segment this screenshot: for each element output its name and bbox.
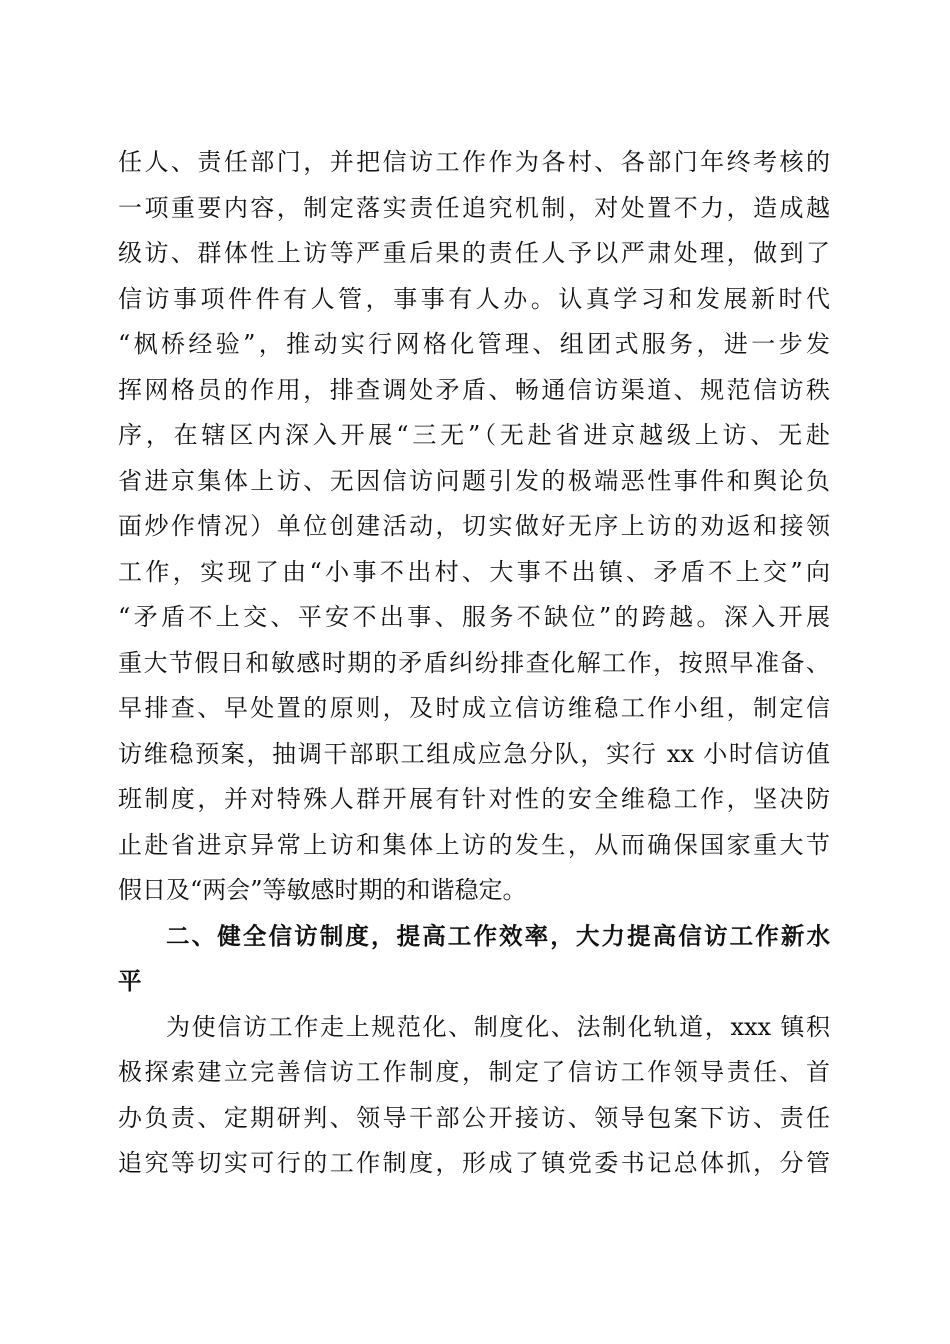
text-line: 早排查、早处置的原则，及时成立信访维稳工作小组，制定信 xyxy=(118,694,830,722)
heading-line: 平 xyxy=(118,967,142,995)
text-line: 极探索建立完善信访工作制度，制定了信访工作领导责任、首 xyxy=(118,1058,830,1086)
text-line: “枫桥经验”，推动实行网格化管理、组团式服务，进一步发 xyxy=(118,330,830,358)
document-body xyxy=(118,140,830,1187)
text-line: 访维稳预案，抽调干部职工组成应急分队，实行 xx 小时信访值 xyxy=(118,739,830,768)
text-line: 挥网格员的作用，排查调处矛盾、畅通信访渠道、规范信访秩 xyxy=(118,375,830,404)
text-line: 假日及“两会”等敏感时期的和谐稳定。 xyxy=(118,876,527,904)
text-line: 省进京集体上访、无因信访问题引发的极端恶性事件和舆论负 xyxy=(118,466,830,495)
paragraph xyxy=(118,140,830,914)
text-line: “矛盾不上交、平安不出事、服务不缺位”的跨越。深入开展 xyxy=(118,603,830,631)
text-line: 班制度，并对特殊人群开展有针对性的安全维稳工作，坚决防 xyxy=(118,785,830,813)
text-line: 办负责、定期研判、领导干部公开接访、领导包案下访、责任 xyxy=(118,1103,830,1132)
section-heading xyxy=(118,914,830,1005)
text-line: 序，在辖区内深入开展“三无”（无赴省进京越级上访、无赴 xyxy=(118,421,830,449)
text-line: 止赴省进京异常上访和集体上访的发生，从而确保国家重大节 xyxy=(118,830,830,859)
text-line: 工作，实现了由“小事不出村、大事不出镇、矛盾不上交”向 xyxy=(118,557,830,586)
text-line: 重大节假日和敏感时期的矛盾纠纷排查化解工作，按照早准备、 xyxy=(118,648,830,677)
paragraph xyxy=(118,1005,830,1187)
text-line: 信访事项件件有人管，事事有人办。认真学习和发展新时代 xyxy=(118,284,830,313)
text-line: 一项重要内容，制定落实责任追究机制，对处置不力，造成越 xyxy=(118,193,830,222)
text-line: 面炒作情况）单位创建活动，切实做好无序上访的劝返和接领 xyxy=(118,512,830,540)
text-line: 任人、责任部门，并把信访工作作为各村、各部门年终考核的 xyxy=(118,148,830,176)
heading-line: 二、健全信访制度，提高工作效率，大力提高信访工作新水 xyxy=(166,921,830,950)
text-line: 为使信访工作走上规范化、制度化、法制化轨道，xxx 镇积 xyxy=(166,1012,830,1041)
text-line: 级访、群体性上访等严重后果的责任人予以严肃处理，做到了 xyxy=(118,239,830,267)
text-line: 追究等切实可行的工作制度，形成了镇党委书记总体抓，分管 xyxy=(118,1149,830,1177)
